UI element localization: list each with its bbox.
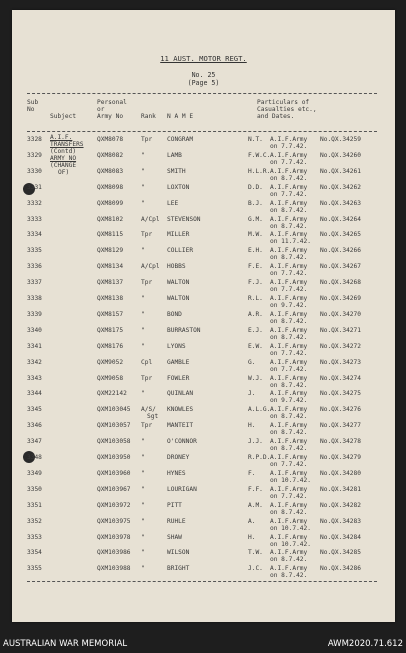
surname: O'CONNOR — [167, 438, 197, 446]
rank: A/Cpl — [141, 263, 160, 271]
table-row — [12, 295, 395, 312]
particulars: A.I.F.Army — [270, 167, 308, 175]
rank: " — [141, 167, 145, 175]
table-row — [12, 486, 395, 503]
row-number: 3332 — [27, 199, 42, 207]
particulars: A.I.F.Army — [270, 263, 308, 271]
document-page — [12, 10, 395, 622]
army-number: QXM103960 — [97, 469, 131, 477]
army-number: QXM8138 — [97, 295, 124, 302]
new-army-number: No.QX.34277 — [320, 422, 361, 430]
particulars: A.I.F.Army — [270, 231, 308, 239]
table-row — [12, 549, 395, 566]
table-row — [12, 534, 395, 551]
surname: LEE — [167, 199, 179, 207]
particulars: A.I.F.Army — [270, 422, 308, 430]
rank: " — [141, 151, 145, 159]
surname: DRONEY — [167, 454, 190, 461]
initials: F.J. — [248, 279, 263, 287]
subject-note: A.I.F. TRANSFERS (Contd) ARMY NO (CHANGE OF) — [50, 134, 84, 176]
new-army-number: No.QX.34263 — [320, 199, 361, 207]
new-army-number: No.QX.34267 — [320, 263, 361, 271]
army-number: QXM8102 — [97, 215, 124, 223]
new-army-number: No.QX.34264 — [320, 215, 361, 223]
new-army-number: No.QX.34269 — [320, 295, 361, 302]
surname: HYNES — [167, 469, 186, 477]
table-row — [12, 470, 395, 487]
date: on 8.7.42. — [270, 572, 308, 580]
row-number: 3345 — [27, 406, 42, 414]
initials: R.P.D. — [248, 454, 271, 461]
footer-accession-number: AWM2020.71.612 — [327, 639, 403, 649]
surname: BURRASTON — [167, 326, 201, 334]
row-number: 3354 — [27, 549, 42, 557]
header-subject: Subject — [50, 113, 77, 120]
army-number: QXM103986 — [97, 549, 131, 557]
particulars: A.I.F.Army — [270, 358, 308, 366]
particulars: A.I.F.Army — [270, 406, 308, 414]
date: on 7.7.42. — [270, 158, 308, 166]
initials: H.L.R. — [248, 167, 271, 175]
table-row — [12, 168, 395, 185]
army-number: QXM22142 — [97, 390, 127, 398]
particulars: A.I.F.Army — [270, 279, 308, 287]
initials: A.R. — [248, 310, 263, 318]
particulars: A.I.F.Army — [270, 151, 308, 159]
row-number: 3351 — [27, 501, 42, 509]
new-army-number: No.QX.34282 — [320, 501, 361, 509]
rank: " — [141, 517, 145, 525]
table-row — [12, 200, 395, 217]
army-number: QXM8157 — [97, 310, 124, 318]
army-number: QXM103975 — [97, 517, 131, 525]
rank: " — [141, 183, 145, 191]
date: on 8.7.42. — [270, 508, 308, 516]
new-army-number: No.QX.34278 — [320, 438, 361, 446]
particulars: A.I.F.Army — [270, 310, 308, 318]
army-number: QXM103967 — [97, 485, 131, 493]
army-number: QXM103978 — [97, 533, 131, 541]
army-number: QXM103972 — [97, 501, 131, 509]
row-number: 3333 — [27, 215, 42, 223]
rank: " — [141, 247, 145, 255]
surname: SMITH — [167, 167, 186, 175]
new-army-number: No.QX.34271 — [320, 326, 361, 334]
surname: MANTEIT — [167, 422, 194, 430]
new-army-number: No.QX.34283 — [320, 517, 361, 525]
particulars: A.I.F.Army — [270, 485, 308, 493]
surname: STEVENSON — [167, 215, 201, 223]
new-army-number: No.QX.34284 — [320, 533, 361, 541]
army-number: QXM8134 — [97, 263, 124, 271]
rank: " — [141, 485, 145, 493]
order-number: No. 25 — [191, 71, 216, 79]
table-row — [12, 136, 395, 153]
rank: " — [141, 549, 145, 557]
surname: WALTON — [167, 279, 190, 287]
army-number: QXM8137 — [97, 279, 124, 287]
particulars: A.I.F.Army — [270, 374, 308, 382]
row-number: 3348 — [27, 454, 42, 461]
rank: " — [141, 533, 145, 541]
army-number: QXM8082 — [97, 151, 124, 159]
table-row — [12, 422, 395, 439]
surname: LOXTON — [167, 183, 190, 191]
surname: FOWLER — [167, 374, 190, 382]
footer — [0, 635, 406, 653]
row-number: 3336 — [27, 263, 42, 271]
surname: GAMBLE — [167, 358, 190, 366]
new-army-number: No.QX.34281 — [320, 485, 361, 493]
table-row — [12, 184, 395, 201]
row-number: 3343 — [27, 374, 42, 382]
particulars: A.I.F.Army — [270, 501, 308, 509]
new-army-number: No.QX.34276 — [320, 406, 361, 414]
date: on 8.7.42. — [270, 174, 308, 182]
table-row — [12, 263, 395, 280]
new-army-number: No.QX.34260 — [320, 151, 361, 159]
new-army-number: No.QX.34274 — [320, 374, 361, 382]
header-army-no: Personal or Army No — [97, 99, 127, 120]
table-row — [12, 152, 395, 169]
rank-continued: Sgt — [147, 413, 159, 421]
particulars: A.I.F.Army — [270, 342, 308, 350]
table-row — [12, 390, 395, 407]
initials: G.M. — [248, 215, 263, 223]
surname: LAMB — [167, 151, 182, 159]
army-number: QXM8099 — [97, 199, 124, 207]
surname: WALTON — [167, 295, 190, 302]
particulars: A.I.F.Army — [270, 215, 308, 223]
new-army-number: No.QX.34259 — [320, 136, 361, 143]
footer-institution: AUSTRALIAN WAR MEMORIAL — [3, 639, 128, 649]
new-army-number: No.QX.34265 — [320, 231, 361, 239]
new-army-number: No.QX.34286 — [320, 565, 361, 573]
rank: A/Cpl — [141, 215, 160, 223]
rank: Tpr — [141, 231, 153, 239]
date: on 8.7.42. — [270, 333, 308, 341]
surname: WILSON — [167, 549, 190, 557]
initials: F.F. — [248, 485, 263, 493]
date: on 8.7.42. — [270, 317, 308, 325]
rank: " — [141, 199, 145, 207]
row-number: 3349 — [27, 469, 42, 477]
date: on 8.7.42. — [270, 556, 308, 564]
table-row — [12, 438, 395, 455]
surname: MILLER — [167, 231, 190, 239]
new-army-number: No.QX.34280 — [320, 469, 361, 477]
row-number: 3337 — [27, 279, 42, 287]
row-number: 3347 — [27, 438, 42, 446]
rank: A/S/ — [141, 406, 156, 414]
surname: HOBBS — [167, 263, 186, 271]
rank: " — [141, 454, 145, 461]
surname: LYONS — [167, 342, 186, 350]
surname: KNOWLES — [167, 406, 194, 414]
initials: A. — [248, 517, 256, 525]
table-row — [12, 359, 395, 376]
date: on 8.7.42. — [270, 381, 308, 389]
date: on 7.7.42. — [270, 365, 308, 373]
rank: " — [141, 565, 145, 573]
particulars: A.I.F.Army — [270, 549, 308, 557]
particulars: A.I.F.Army — [270, 295, 308, 302]
header-name: N A M E — [167, 113, 194, 120]
particulars: A.I.F.Army — [270, 199, 308, 207]
date: on 8.7.42. — [270, 413, 308, 421]
army-number: QXM103057 — [97, 422, 131, 430]
row-number: 3339 — [27, 310, 42, 318]
particulars: A.I.F.Army — [270, 517, 308, 525]
table-row — [12, 216, 395, 233]
initials: J.C. — [248, 565, 263, 573]
particulars: A.I.F.Army — [270, 469, 308, 477]
rank: Tpr — [141, 374, 153, 382]
document-title: 11 AUST. MOTOR REGT. — [160, 54, 247, 63]
new-army-number: No.QX.34268 — [320, 279, 361, 287]
initials: B.J. — [248, 199, 263, 207]
date: on 7.7.42. — [270, 143, 308, 150]
date: on 7.7.42. — [270, 349, 308, 357]
particulars: A.I.F.Army — [270, 533, 308, 541]
surname: BRIGHT — [167, 565, 190, 573]
army-number: QXM8129 — [97, 247, 124, 255]
date: on 10.7.42. — [270, 524, 311, 532]
army-number: QXM9052 — [97, 358, 124, 366]
new-army-number: No.QX.34279 — [320, 454, 361, 461]
rank: " — [141, 390, 145, 398]
rank: " — [141, 295, 145, 302]
surname: PITT — [167, 501, 182, 509]
row-number: 3344 — [27, 390, 42, 398]
initials: M.W. — [248, 231, 263, 239]
date: on 8.7.42. — [270, 429, 308, 437]
initials: A.L.G. — [248, 406, 271, 414]
row-number: 3338 — [27, 295, 42, 302]
row-number: 3352 — [27, 517, 42, 525]
rank: Tpr — [141, 279, 153, 287]
table-row — [12, 375, 395, 392]
divider — [27, 93, 377, 94]
row-number: 3355 — [27, 565, 42, 573]
particulars: A.I.F.Army — [270, 565, 308, 573]
army-number: QXM103950 — [97, 454, 131, 461]
surname: RUHLE — [167, 517, 186, 525]
header-rank: Rank — [141, 113, 156, 120]
new-army-number: No.QX.34262 — [320, 183, 361, 191]
row-number: 3331 — [27, 183, 42, 191]
rank: " — [141, 469, 145, 477]
rank: " — [141, 326, 145, 334]
initials: G. — [248, 358, 256, 366]
initials: F.E. — [248, 263, 263, 271]
rank: Tpr — [141, 422, 153, 430]
row-number: 3350 — [27, 485, 42, 493]
table-row — [12, 565, 395, 582]
date: on 9.7.42. — [270, 302, 308, 309]
initials: A.M. — [248, 501, 263, 509]
new-army-number: No.QX.34285 — [320, 549, 361, 557]
row-number: 3346 — [27, 422, 42, 430]
surname: LOURIGAN — [167, 485, 197, 493]
rank: " — [141, 310, 145, 318]
particulars: A.I.F.Army — [270, 247, 308, 255]
table-row — [12, 311, 395, 328]
date: on 7.7.42. — [270, 190, 308, 198]
date: on 7.7.42. — [270, 270, 308, 278]
army-number: QXM8176 — [97, 342, 124, 350]
army-number: QXM8115 — [97, 231, 124, 239]
initials: J.J. — [248, 438, 263, 446]
rank: " — [141, 438, 145, 446]
date: on 9.7.42. — [270, 397, 308, 405]
particulars: A.I.F.Army — [270, 390, 308, 398]
surname: SHAW — [167, 533, 182, 541]
army-number: QXM8083 — [97, 167, 124, 175]
initials: E.W. — [248, 342, 263, 350]
header-particulars: Particulars of Casualties etc., and Dates. — [257, 99, 317, 120]
initials: H. — [248, 422, 256, 430]
particulars: A.I.F.Army — [270, 454, 308, 461]
army-number: QXM8098 — [97, 183, 124, 191]
date: on 11.7.42. — [270, 238, 311, 246]
table-row — [12, 518, 395, 535]
row-number: 3334 — [27, 231, 42, 239]
row-number: 3353 — [27, 533, 42, 541]
surname: QUINLAN — [167, 390, 194, 398]
date: on 8.7.42. — [270, 254, 308, 262]
header-no: Sub No — [27, 99, 39, 113]
particulars: A.I.F.Army — [270, 326, 308, 334]
surname: COLLIER — [167, 247, 194, 255]
initials: F. — [248, 469, 256, 477]
new-army-number: No.QX.34261 — [320, 167, 361, 175]
initials: H. — [248, 533, 256, 541]
army-number: QXM8175 — [97, 326, 124, 334]
divider — [27, 131, 377, 132]
row-number: 3328 — [27, 136, 42, 143]
particulars: A.I.F.Army — [270, 136, 308, 143]
new-army-number: No.QX.34266 — [320, 247, 361, 255]
date: on 8.7.42. — [270, 445, 308, 453]
divider — [27, 581, 377, 582]
row-number: 3341 — [27, 342, 42, 350]
rank: Tpr — [141, 136, 153, 143]
date: on 8.7.42. — [270, 222, 308, 230]
date: on 8.7.42. — [270, 206, 308, 214]
row-number: 3340 — [27, 326, 42, 334]
initials: R.L. — [248, 295, 263, 302]
army-number: QXM103058 — [97, 438, 131, 446]
table-row — [12, 406, 395, 423]
new-army-number: No.QX.34273 — [320, 358, 361, 366]
table-row — [12, 327, 395, 344]
surname: CONGRAM — [167, 136, 194, 143]
date: on 7.7.42. — [270, 492, 308, 500]
new-army-number: No.QX.34270 — [320, 310, 361, 318]
table-row — [12, 343, 395, 360]
particulars: A.I.F.Army — [270, 183, 308, 191]
new-army-number: No.QX.34272 — [320, 342, 361, 350]
table-row — [12, 454, 395, 471]
rank: Cpl — [141, 358, 153, 366]
initials: W.J. — [248, 374, 263, 382]
table-row — [12, 279, 395, 296]
initials: J. — [248, 390, 256, 398]
date: on 7.7.42. — [270, 286, 308, 294]
particulars: A.I.F.Army — [270, 438, 308, 446]
surname: BOND — [167, 310, 182, 318]
army-number: QXM8078 — [97, 136, 124, 143]
page-number: (Page 5) — [187, 79, 220, 87]
initials: E.H. — [248, 247, 263, 255]
table-row — [12, 247, 395, 264]
table-row — [12, 231, 395, 248]
date: on 7.7.42. — [270, 461, 308, 468]
initials: D.D. — [248, 183, 263, 191]
army-number: QXM103045 — [97, 406, 131, 414]
army-number: QXM103988 — [97, 565, 131, 573]
rank: " — [141, 342, 145, 350]
army-number: QXM9058 — [97, 374, 124, 382]
row-number: 3342 — [27, 358, 42, 366]
initials: N.T. — [248, 136, 263, 143]
table-row — [12, 502, 395, 519]
date: on 10.7.42. — [270, 476, 311, 484]
row-number: 3335 — [27, 247, 42, 255]
initials: T.W. — [248, 549, 263, 557]
rank: " — [141, 501, 145, 509]
new-army-number: No.QX.34275 — [320, 390, 361, 398]
initials: F.W.C. — [248, 151, 271, 159]
date: on 10.7.42. — [270, 540, 311, 548]
initials: E.J. — [248, 326, 263, 334]
row-number: 3329 — [27, 151, 42, 159]
row-number: 3330 — [27, 167, 42, 175]
